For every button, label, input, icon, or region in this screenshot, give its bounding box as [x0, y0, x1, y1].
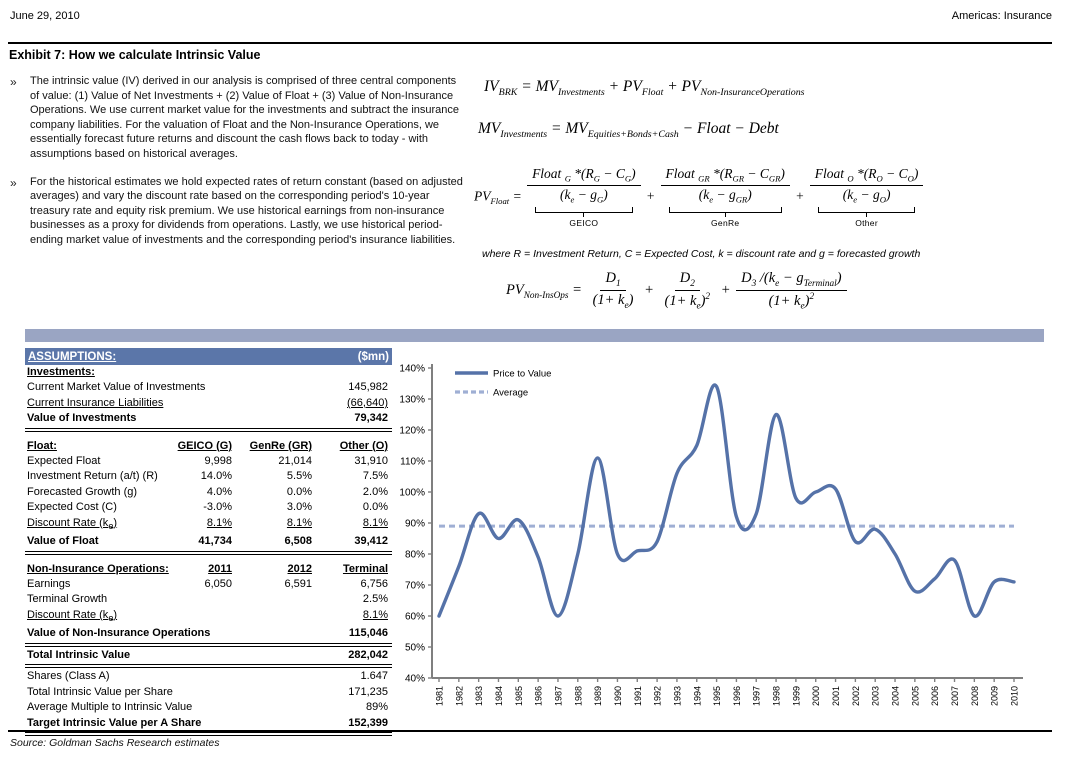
- svg-text:1991: 1991: [632, 686, 643, 707]
- assumptions-table-body: [25, 365, 392, 736]
- svg-text:2007: 2007: [950, 686, 961, 707]
- table-row: Current Market Value of Investments 145,982: [27, 381, 388, 394]
- assumptions-table: [25, 348, 392, 737]
- table-row: Non-Insurance Operations: 2011 2012 Terminal: [27, 562, 388, 575]
- svg-text:110%: 110%: [400, 456, 425, 468]
- formula-intrinsic-value: $IV_{BRK} = MV_{Investments} + PV_{Float} + PV_{Non-InsuranceOperations}$: [484, 78, 805, 99]
- svg-text:2003: 2003: [870, 686, 881, 707]
- svg-text:1990: 1990: [612, 686, 623, 707]
- source-note: Source: Goldman Sachs Research estimates: [10, 737, 220, 749]
- svg-text:2008: 2008: [969, 686, 980, 707]
- bullet-item: [10, 74, 465, 162]
- table-row: Value of Float 41,734 6,508 39,412: [27, 535, 388, 548]
- table-row: Current Insurance Liabilities (66,640): [27, 396, 388, 409]
- table-row: Expected Float 9,998 21,014 31,910: [27, 455, 388, 468]
- section-divider-bar: [25, 329, 1044, 342]
- svg-text:2002: 2002: [850, 686, 861, 707]
- legend-average-label: Average: [493, 387, 529, 399]
- svg-text:1999: 1999: [791, 686, 802, 707]
- svg-text:1986: 1986: [533, 686, 544, 707]
- svg-text:140%: 140%: [400, 363, 425, 375]
- table-row: Total Intrinsic Value per Share 171,235: [27, 685, 388, 698]
- table-row: Total Intrinsic Value 282,042: [27, 648, 388, 661]
- header-section: Americas: Insurance: [951, 10, 1052, 22]
- header-rule: [8, 42, 1052, 44]
- svg-text:1989: 1989: [593, 686, 604, 707]
- svg-text:2004: 2004: [890, 686, 901, 707]
- svg-text:2006: 2006: [930, 686, 941, 707]
- svg-text:90%: 90%: [404, 518, 425, 530]
- table-row: Float: GEICO (G) GenRe (GR) Other (O): [27, 439, 388, 452]
- formula-pv-noninsops: $PV_{Non-InsOps}$ = $\frac{D_1}{(1+ k_e)}$ + $\frac{D_2}{(1+ k_e)^2}$ + $\frac{D_3 /(k_e - g_{Terminal})}{(1+ k_e)^2}$: [506, 270, 849, 312]
- svg-text:80%: 80%: [404, 549, 425, 561]
- bullet-marker: »: [10, 175, 17, 190]
- formula-pv-float: $PV_{Float}$ = $\frac{Float _G *(R_G - C_G)}{(k_e - g_G)}$ GEICO + $\frac{Float _{GR} *(R_{GR} - C_{GR})}{(k_e - g_{GR})}$ GenRe + $\frac{Float _O *(R_O - C_O)}{(k_e - g_O)}$ Other: [474, 166, 925, 228]
- formula-market-value: $MV_{Investments} = MV_{Equities+Bonds+Cash}$ − Float − Debt: [478, 120, 779, 141]
- svg-text:40%: 40%: [404, 673, 425, 685]
- svg-text:130%: 130%: [400, 394, 425, 406]
- svg-text:1987: 1987: [553, 686, 564, 707]
- brace-label: GenRe: [711, 218, 740, 229]
- svg-text:1996: 1996: [731, 686, 742, 707]
- table-row: Value of Investments 79,342: [27, 412, 388, 425]
- legend-price-label: Price to Value: [493, 368, 552, 380]
- table-row: Target Intrinsic Value per A Share 152,399: [27, 716, 388, 729]
- svg-text:1984: 1984: [493, 686, 504, 707]
- price-to-value-line: [439, 385, 1014, 616]
- assumptions-title: ASSUMPTIONS:: [28, 350, 117, 363]
- svg-text:1981: 1981: [434, 686, 445, 707]
- svg-text:2005: 2005: [910, 686, 921, 707]
- svg-text:1988: 1988: [573, 686, 584, 707]
- table-row: Earnings 6,050 6,591 6,756: [27, 578, 388, 591]
- svg-text:120%: 120%: [400, 425, 425, 437]
- svg-text:60%: 60%: [404, 611, 425, 623]
- svg-text:1985: 1985: [513, 686, 524, 707]
- table-row: Average Multiple to Intrinsic Value 89%: [27, 701, 388, 714]
- svg-text:1983: 1983: [474, 686, 485, 707]
- table-row: Expected Cost (C) -3.0% 3.0% 0.0%: [27, 501, 388, 514]
- table-row: Value of Non-Insurance Operations 115,046: [27, 627, 388, 640]
- table-row: Discount Rate $(k_e)$ 8.1% 8.1% 8.1%: [27, 516, 388, 531]
- svg-text:1992: 1992: [652, 686, 663, 707]
- svg-text:2009: 2009: [989, 686, 1000, 707]
- svg-text:2000: 2000: [811, 686, 822, 707]
- table-row: Discount Rate $(k_e)$ 8.1%: [27, 608, 388, 624]
- svg-text:1993: 1993: [672, 686, 683, 707]
- bullet-text: The intrinsic value (IV) derived in our analysis is comprised of three central components of value: (1) Value of Net Investments + (2) Value of Float + (3) Value of Non-Insurance Operations. We use current market value for the investments and subtract the insurance company liabilities. For the valuation of Float and the Non-Insurance Operations, we essentially forecast future returns and discount the cash flows back to today - with assumptions based on historical averages.: [30, 75, 460, 160]
- svg-text:1982: 1982: [454, 686, 465, 707]
- table-row: Investments:: [27, 366, 95, 378]
- svg-text:2010: 2010: [1009, 686, 1020, 707]
- brace-label: Other: [855, 218, 878, 229]
- svg-text:1994: 1994: [692, 686, 703, 707]
- svg-text:1995: 1995: [712, 686, 723, 707]
- exhibit-title: Exhibit 7: How we calculate Intrinsic Value: [9, 48, 261, 62]
- svg-text:50%: 50%: [404, 642, 425, 654]
- formula-block: [470, 70, 1072, 335]
- formula-note: where R = Investment Return, C = Expected Cost, k = discount rate and g = forecasted growth: [482, 248, 921, 260]
- assumptions-table-header: [25, 348, 392, 365]
- svg-text:100%: 100%: [400, 487, 425, 499]
- bullet-text: For the historical estimates we hold expected rates of return constant (based on adjusted averages) and vary the discount rate based on the corresponding period's 10-year treasury rate and equity risk premium. We use historical earnings from non-insurance businesses as a proxy for dividends from operations. Lastly, we use historical period-ending market value of investments and the corresponding period's insurance liabilities.: [30, 175, 463, 246]
- bullet-list: [10, 74, 465, 261]
- footer-rule: [8, 730, 1052, 732]
- brace-label: GEICO: [569, 218, 599, 229]
- table-row: Forecasted Growth (g) 4.0% 0.0% 2.0%: [27, 485, 388, 498]
- svg-text:1998: 1998: [771, 686, 782, 707]
- svg-text:1997: 1997: [751, 686, 762, 707]
- table-row: Terminal Growth 2.5%: [27, 593, 388, 606]
- table-row: Shares (Class A) 1.647: [27, 670, 388, 683]
- header-date: June 29, 2010: [10, 10, 80, 22]
- bullet-item: [10, 175, 465, 248]
- bullet-marker: »: [10, 75, 17, 89]
- assumptions-unit: ($mn): [357, 350, 389, 363]
- svg-text:2001: 2001: [831, 686, 842, 707]
- price-to-value-chart: [400, 357, 1060, 725]
- svg-text:70%: 70%: [404, 580, 425, 592]
- table-row: Investment Return (a/t) (R) 14.0% 5.5% 7.5%: [27, 470, 388, 483]
